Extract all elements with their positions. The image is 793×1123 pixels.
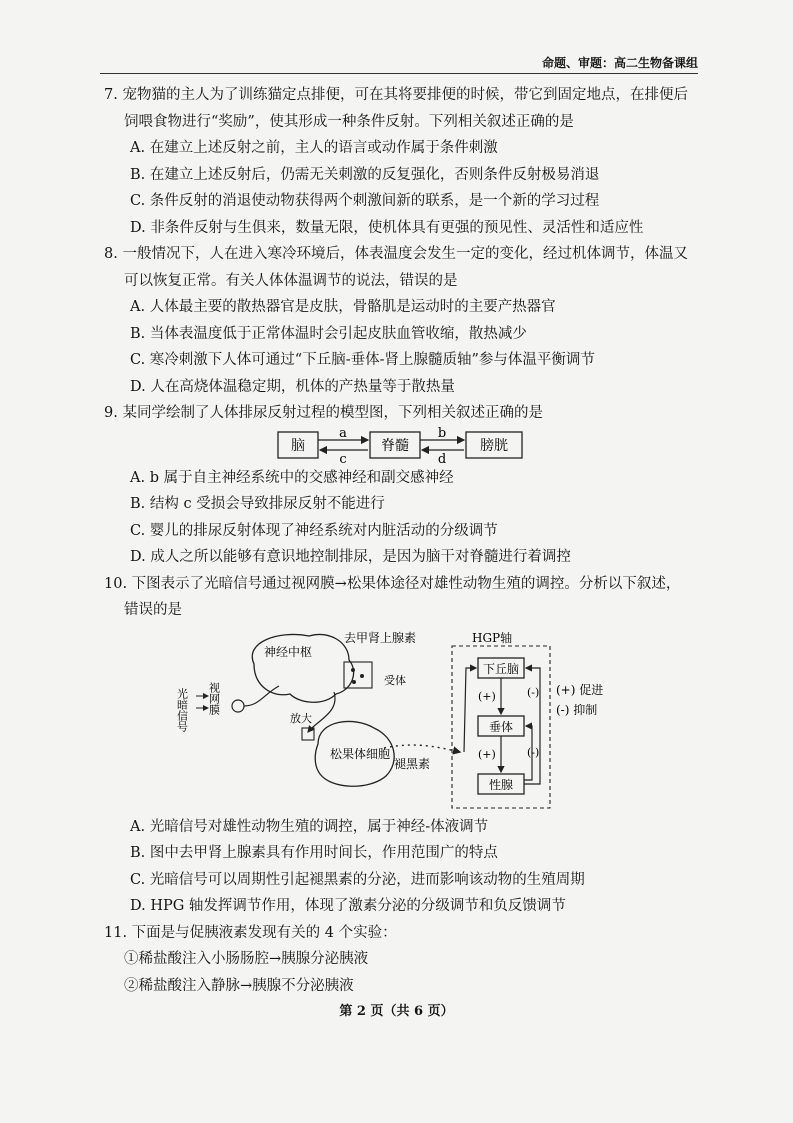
receptor-cell [344,662,372,688]
page-content [104,82,704,999]
pineal-diagram-svg [104,624,704,814]
q9-option-b: B. 结构 c 受损会导致排尿反射不能进行 [130,496,385,512]
q10-option-b: B. 图中去甲肾上腺素具有作用时间长，作用范围广的特点 [130,845,498,861]
q8-option-c: C. 寒冷刺激下人体可通过“下丘脑-垂体-肾上腺髓质轴”参与体温平衡调节 [130,352,595,368]
q10-option-a: A. 光暗信号对雄性动物生殖的调控，属于神经-体液调节 [130,818,489,835]
q8-option-a: A. 人体最主要的散热器官是皮肤，骨骼肌是运动时的主要产热器官 [130,299,556,315]
q11-experiment-1: ①稀盐酸注入小肠肠腔→胰腺分泌胰液 [124,951,369,967]
transmitter-dot-2 [360,674,364,678]
q8-stem-cont: 可以恢复正常。有关人体体温调节的说法，错误的是 [124,272,458,289]
melatonin-label: 褪黑素 [394,756,431,771]
q7-option-d: D. 非条件反射与生俱来，数量无限，使机体具有更强的预见性、灵活性和适应性 [130,219,644,236]
label-d: d [437,451,447,465]
page-header: 命题、审题：高二生物备课组 [541,56,698,70]
q10-stem-cont: 错误的是 [124,602,182,618]
pituitary-label: 垂体 [488,719,514,734]
label-a: a [339,426,347,441]
q10-option-c: C. 光暗信号可以周期性引起褪黑素的分泌，进而影响该动物的生殖周期 [130,871,585,888]
q9-option-c: C. 婴儿的排尿反射体现了神经系统对内脏活动的分级调节 [130,522,498,539]
q7-stem: 7. 宠物猫的主人为了训练猫定点排便，可在其将要排便的时候，带它到固定地点，在排便后 [104,87,688,103]
plus-label-2: (+) [478,747,496,761]
box-bladder-label: 膀胱 [480,437,508,454]
pineal-cell-label: 松果体细胞 [330,746,391,761]
retina-label: 视网膜 [207,681,221,715]
gonad-label: 性腺 [488,777,514,792]
box-spinal-cord-label: 脊髓 [381,437,409,454]
melatonin-to-hypothalamus [464,668,476,752]
transmitter-dot-1 [351,668,355,672]
q7-stem-cont: 饲喂食物进行“奖励”，使其形成一种条件反射。下列相关叙述正确的是 [124,113,574,130]
q10-stem: 10. 下图表示了光暗信号通过视网膜→松果体途径对雄性动物生殖的调控。分析以下叙述， [104,575,681,592]
nerve-center-label: 神经中枢 [264,644,313,659]
q7-option-c: C. 条件反射的消退使动物获得两个刺激间新的联系，是一个新的学习过程 [130,193,600,209]
reflex-diagram-svg [104,427,704,465]
light-signal-label: 光暗信号 [175,687,189,732]
norepinephrine-label: 去甲肾上腺素 [344,630,417,645]
hypothalamus-label: 下丘脑 [482,661,520,676]
reflex-diagram [104,427,704,465]
q10-option-d: D. HPG 轴发挥调节作用，体现了激素分泌的分级调节和负反馈调节 [130,898,566,914]
synapse-box [302,728,314,740]
box-brain-label: 脑 [291,437,305,454]
minus-label-1: (-) [527,685,540,699]
q7-option-b: B. 在建立上述反射后，仍需无关刺激的反复强化，否则条件反射极易消退 [130,166,600,183]
page-footer: 第 2 页（共 6 页） [339,1004,454,1019]
q9-stem: 9. 某同学绘制了人体排尿反射过程的模型图，下列相关叙述正确的是 [104,405,543,421]
q8-option-d: D. 人在高烧体温稳定期，机体的产热量等于散热量 [130,378,455,395]
label-b: b [437,426,447,441]
q8-stem: 8. 一般情况下，人在进入寒冷环境后，体表温度会发生一定的变化，经过机体调节，体温又 [104,246,688,262]
plus-label-1: (+) [478,689,496,703]
legend-inhibit: (-) 抑制 [556,702,598,717]
q9-option-d: D. 成人之所以能够有意识地控制排尿，是因为脑干对脊髓进行着调控 [130,549,571,565]
release-label: 放大 [290,711,312,725]
legend-promote: (+) 促进 [556,682,604,697]
label-c: c [339,451,347,465]
header-rule [100,73,698,74]
melatonin-flow [384,745,460,752]
receptor-label: 受体 [384,673,406,687]
q8-option-b: B. 当体表温度低于正常体温时会引起皮肤血管收缩，散热减少 [130,325,527,342]
q9-option-a: A. b 属于自主神经系统中的交感神经和副交感神经 [130,469,454,486]
transmitter-dot-3 [352,680,356,684]
retina-nerve-path [244,686,279,706]
minus-label-2: (-) [527,745,540,759]
retina-neuron [232,700,244,712]
q11-stem: 11. 下面是与促胰液素发现有关的 4 个实验： [104,924,397,941]
pineal-diagram [104,624,704,814]
q11-experiment-2: ②稀盐酸注入静脉→胰腺不分泌胰液 [124,977,354,994]
q7-option-a: A. 在建立上述反射之前，主人的语言或动作属于条件刺激 [130,140,498,156]
axis-label: HGP轴 [472,630,513,645]
